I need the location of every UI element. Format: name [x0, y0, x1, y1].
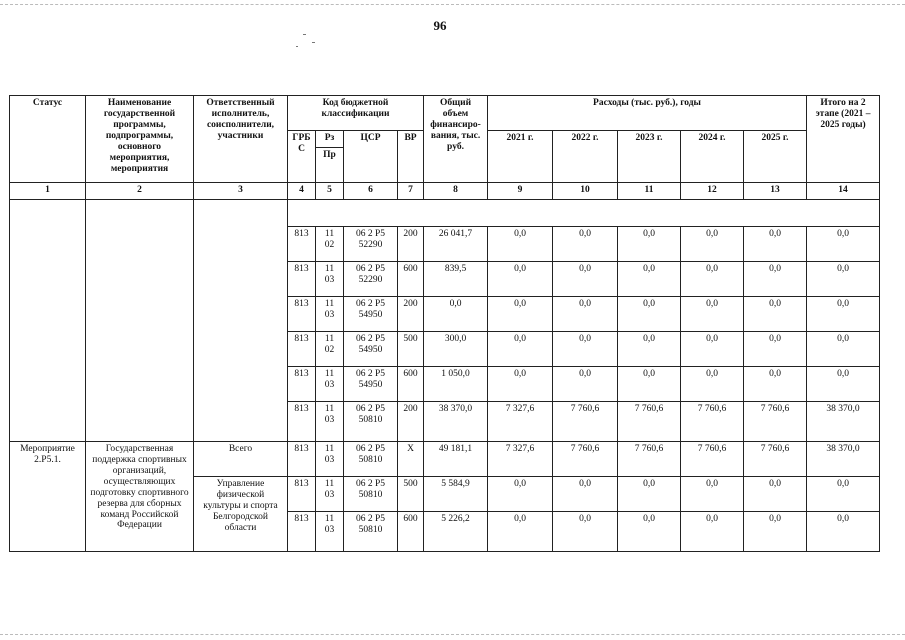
value-2023-cell: 7 760,6 — [618, 442, 681, 477]
csr-cell: 06 2 Р5 50810 — [344, 512, 398, 552]
column-number: 8 — [424, 183, 488, 200]
csr-cell: 06 2 Р5 52290 — [344, 227, 398, 262]
header-responsible: Ответственный исполнитель, соисполнители, участники — [194, 96, 288, 183]
rzpr-cell: 11 03 — [316, 477, 344, 512]
header-expenses: Расходы (тыс. руб.), годы — [488, 96, 807, 131]
header-year-2023: 2023 г. — [618, 131, 681, 183]
column-number: 13 — [744, 183, 807, 200]
column-number: 6 — [344, 183, 398, 200]
header-csr: ЦСР — [344, 131, 398, 183]
value-2024-cell: 0,0 — [681, 367, 744, 402]
csr-cell: 06 2 Р5 54950 — [344, 332, 398, 367]
stage-total-cell: 0,0 — [807, 512, 880, 552]
csr-cell: 06 2 Р5 52290 — [344, 262, 398, 297]
value-2022-cell: 0,0 — [553, 227, 618, 262]
header-stage-total: Итого на 2 этапе (2021 – 2025 годы) — [807, 96, 880, 183]
vr-cell: 200 — [398, 227, 424, 262]
value-2022-cell: 0,0 — [553, 477, 618, 512]
rzpr-cell: 11 02 — [316, 332, 344, 367]
column-number: 4 — [288, 183, 316, 200]
value-2024-cell: 0,0 — [681, 262, 744, 297]
value-2021-cell: 0,0 — [488, 332, 553, 367]
header-name: Наименование государственной программы, подпрограммы, основного мероприятия, мероприятия — [86, 96, 194, 183]
stage-total-cell: 0,0 — [807, 227, 880, 262]
value-2024-cell: 7 760,6 — [681, 442, 744, 477]
rzpr-cell: 11 03 — [316, 297, 344, 332]
value-2023-cell: 0,0 — [618, 332, 681, 367]
total-cell: 38 370,0 — [424, 402, 488, 442]
value-2022-cell: 0,0 — [553, 512, 618, 552]
rzpr-cell: 11 03 — [316, 367, 344, 402]
grbs-cell: 813 — [288, 367, 316, 402]
total-cell: 0,0 — [424, 297, 488, 332]
value-2024-cell: 7 760,6 — [681, 402, 744, 442]
value-2022-cell: 0,0 — [553, 332, 618, 367]
value-2021-cell: 7 327,6 — [488, 442, 553, 477]
value-2023-cell: 0,0 — [618, 297, 681, 332]
value-2021-cell: 0,0 — [488, 227, 553, 262]
vr-cell: 500 — [398, 477, 424, 512]
vr-cell: 500 — [398, 332, 424, 367]
stage-total-cell: 0,0 — [807, 477, 880, 512]
value-2023-cell: 0,0 — [618, 367, 681, 402]
page-top-edge — [0, 4, 905, 5]
value-2025-cell: 0,0 — [744, 332, 807, 367]
value-2025-cell: 0,0 — [744, 477, 807, 512]
value-2024-cell: 0,0 — [681, 227, 744, 262]
value-2021-cell: 7 327,6 — [488, 402, 553, 442]
scan-speck — [312, 42, 315, 43]
value-2022-cell: 0,0 — [553, 262, 618, 297]
column-number-row — [10, 183, 880, 200]
grbs-cell: 813 — [288, 262, 316, 297]
table-row — [10, 442, 880, 477]
header-vr: ВР — [398, 131, 424, 183]
csr-cell: 06 2 Р5 50810 — [344, 477, 398, 512]
vr-cell: X — [398, 442, 424, 477]
vr-cell: 600 — [398, 512, 424, 552]
scan-speck — [303, 34, 306, 35]
grbs-cell: 813 — [288, 332, 316, 367]
vr-cell: 200 — [398, 402, 424, 442]
status-cell — [10, 200, 86, 442]
value-2025-cell: 0,0 — [744, 367, 807, 402]
rzpr-cell: 11 03 — [316, 402, 344, 442]
value-2022-cell: 7 760,6 — [553, 402, 618, 442]
measure-name: Государственная поддержка спортивных организаций, осуществляющих подготовку спортивного резерва для сборных команд Российской Федерации — [86, 442, 194, 552]
header-total: Общий объем финансиро-вания, тыс. руб. — [424, 96, 488, 183]
header-grbs: ГРБ С — [288, 131, 316, 183]
responsible-cell — [194, 200, 288, 442]
column-number: 10 — [553, 183, 618, 200]
scan-speck — [296, 46, 298, 47]
total-cell: 49 181,1 — [424, 442, 488, 477]
csr-cell: 06 2 Р5 50810 — [344, 402, 398, 442]
value-2021-cell: 0,0 — [488, 297, 553, 332]
budget-table — [9, 95, 880, 552]
value-2025-cell: 7 760,6 — [744, 402, 807, 442]
stage-total-cell: 0,0 — [807, 367, 880, 402]
measure-status: Мероприятие 2.Р5.1. — [10, 442, 86, 552]
column-number: 5 — [316, 183, 344, 200]
spacer-cell — [288, 200, 880, 227]
rzpr-cell: 11 03 — [316, 442, 344, 477]
value-2025-cell: 7 760,6 — [744, 442, 807, 477]
value-2023-cell: 0,0 — [618, 512, 681, 552]
header-budget-code: Код бюджетной классификации — [288, 96, 424, 131]
value-2025-cell: 0,0 — [744, 227, 807, 262]
stage-total-cell: 38 370,0 — [807, 402, 880, 442]
value-2024-cell: 0,0 — [681, 297, 744, 332]
vr-cell: 600 — [398, 367, 424, 402]
value-2023-cell: 0,0 — [618, 262, 681, 297]
header-rz: Рз — [316, 131, 344, 148]
csr-cell: 06 2 Р5 54950 — [344, 367, 398, 402]
table-header-row — [10, 96, 880, 131]
header-year-2021: 2021 г. — [488, 131, 553, 183]
header-year-2024: 2024 г. — [681, 131, 744, 183]
total-cell: 5 584,9 — [424, 477, 488, 512]
value-2022-cell: 0,0 — [553, 367, 618, 402]
name-cell — [86, 200, 194, 442]
stage-total-cell: 38 370,0 — [807, 442, 880, 477]
header-status: Статус — [10, 96, 86, 183]
value-2023-cell: 0,0 — [618, 227, 681, 262]
value-2024-cell: 0,0 — [681, 477, 744, 512]
value-2022-cell: 7 760,6 — [553, 442, 618, 477]
csr-cell: 06 2 Р5 50810 — [344, 442, 398, 477]
rzpr-cell: 11 03 — [316, 262, 344, 297]
csr-cell: 06 2 Р5 54950 — [344, 297, 398, 332]
grbs-cell: 813 — [288, 512, 316, 552]
stage-total-cell: 0,0 — [807, 297, 880, 332]
grbs-cell: 813 — [288, 227, 316, 262]
vr-cell: 200 — [398, 297, 424, 332]
column-number: 11 — [618, 183, 681, 200]
grbs-cell: 813 — [288, 297, 316, 332]
stage-total-cell: 0,0 — [807, 262, 880, 297]
grbs-cell: 813 — [288, 402, 316, 442]
rzpr-cell: 11 02 — [316, 227, 344, 262]
total-cell: 839,5 — [424, 262, 488, 297]
value-2025-cell: 0,0 — [744, 297, 807, 332]
spacer-row — [10, 200, 880, 227]
page-bottom-edge — [0, 634, 905, 635]
value-2023-cell: 7 760,6 — [618, 402, 681, 442]
header-pr: Пр — [316, 148, 344, 183]
total-cell: 300,0 — [424, 332, 488, 367]
value-2022-cell: 0,0 — [553, 297, 618, 332]
column-number: 14 — [807, 183, 880, 200]
grbs-cell: 813 — [288, 442, 316, 477]
vr-cell: 600 — [398, 262, 424, 297]
measure-total-label: Всего — [194, 442, 288, 477]
value-2023-cell: 0,0 — [618, 477, 681, 512]
column-number: 2 — [86, 183, 194, 200]
rzpr-cell: 11 03 — [316, 512, 344, 552]
header-year-2022: 2022 г. — [553, 131, 618, 183]
column-number: 12 — [681, 183, 744, 200]
page-number: 96 — [433, 18, 447, 33]
value-2025-cell: 0,0 — [744, 512, 807, 552]
value-2021-cell: 0,0 — [488, 367, 553, 402]
stage-total-cell: 0,0 — [807, 332, 880, 367]
value-2021-cell: 0,0 — [488, 512, 553, 552]
value-2021-cell: 0,0 — [488, 477, 553, 512]
total-cell: 26 041,7 — [424, 227, 488, 262]
column-number: 9 — [488, 183, 553, 200]
value-2024-cell: 0,0 — [681, 332, 744, 367]
value-2024-cell: 0,0 — [681, 512, 744, 552]
value-2021-cell: 0,0 — [488, 262, 553, 297]
grbs-cell: 813 — [288, 477, 316, 512]
total-cell: 5 226,2 — [424, 512, 488, 552]
value-2025-cell: 0,0 — [744, 262, 807, 297]
column-number: 1 — [10, 183, 86, 200]
column-number: 3 — [194, 183, 288, 200]
total-cell: 1 050,0 — [424, 367, 488, 402]
header-year-2025: 2025 г. — [744, 131, 807, 183]
column-number: 7 — [398, 183, 424, 200]
measure-responsible: Управление физической культуры и спорта Белгородской области — [194, 477, 288, 552]
